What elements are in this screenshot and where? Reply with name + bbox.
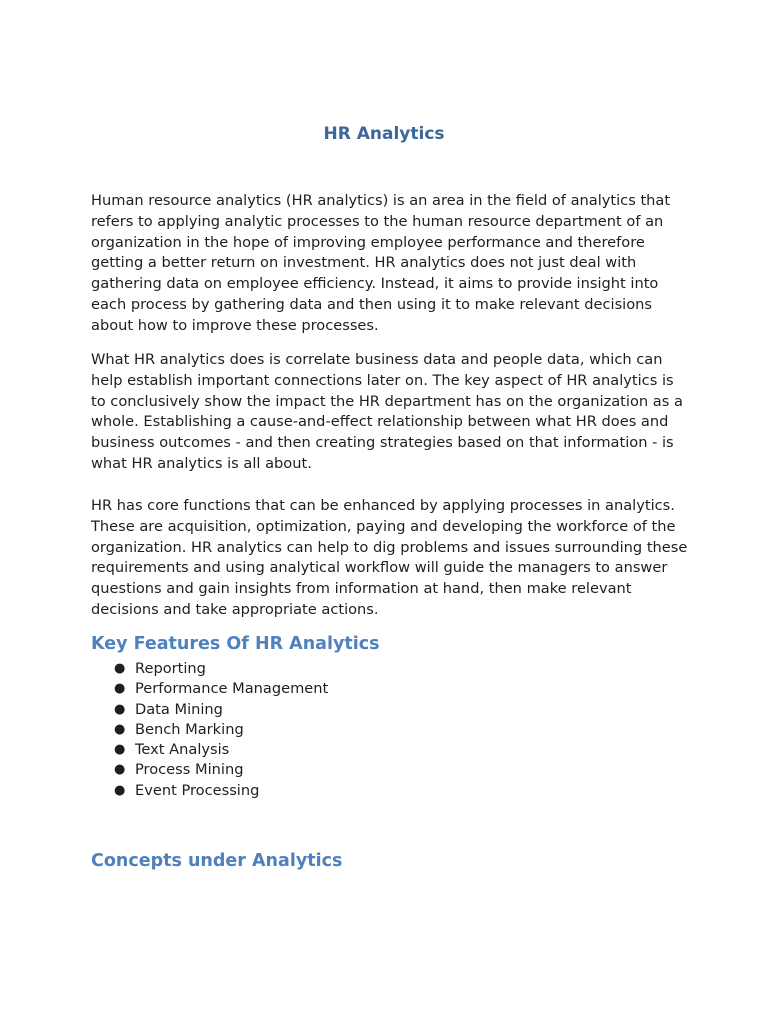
list-item-label: Data Mining	[135, 700, 223, 718]
list-item	[91, 720, 328, 740]
features-list	[91, 659, 328, 801]
bullet-icon: ●	[114, 701, 126, 717]
list-item	[91, 659, 328, 679]
page-title: HR Analytics	[323, 124, 445, 144]
bullet-icon: ●	[114, 681, 126, 697]
list-item-label: Reporting	[135, 660, 206, 677]
bullet-icon: ●	[114, 782, 126, 798]
list-item	[91, 781, 328, 801]
bullet-icon: ●	[114, 742, 126, 758]
features-heading: Key Features Of HR Analytics	[91, 634, 380, 654]
list-item	[91, 760, 328, 780]
bullet-icon: ●	[114, 661, 126, 676]
bullet-icon: ●	[114, 721, 126, 737]
paragraph-intro: Human resource analytics (HR analytics) is an area in the field of analytics that refers to applying analytic processes to the human resource department of an organization in the hope of improving employee performance and therefore getting a better return on investment. HR analytics does not just deal with gathering data on employee efficiency. Instead, it aims to provide insight into each process by gathering data and then using it to make relevant decisions about how to improve these processes.	[91, 192, 671, 334]
list-item-label: Event Processing	[135, 781, 260, 799]
paragraph-core-functions: HR has core functions that can be enhanced by applying processes in analytics. These are acquisition, optimization, paying and developing the workforce of the organization. HR analytics can help to dig problems and issues surrounding these requirements and using analytical workflow will guide the managers to answer questions and gain insights from information at hand, then make relevant decisions and take appropriate actions.	[91, 497, 688, 618]
concepts-heading: Concepts under Analytics	[91, 851, 343, 871]
list-item-label: Performance Management	[135, 680, 329, 698]
list-item	[91, 679, 328, 699]
list-item-label: Process Mining	[135, 761, 244, 779]
list-item-label: Text Analysis	[135, 741, 230, 759]
paragraph-correlation: What HR analytics does is correlate business data and people data, which can help establish important connections later on. The key aspect of HR analytics is to conclusively show the impact the HR department has on the organization as a whole. Establishing a cause-and-effect relationship between what HR does and business outcomes - and then creating strategies based on that information - is what HR analytics is all about.	[91, 351, 683, 472]
bullet-icon: ●	[114, 762, 126, 778]
list-item	[91, 700, 328, 720]
list-item	[91, 740, 328, 760]
list-item-label: Bench Marking	[135, 720, 244, 738]
